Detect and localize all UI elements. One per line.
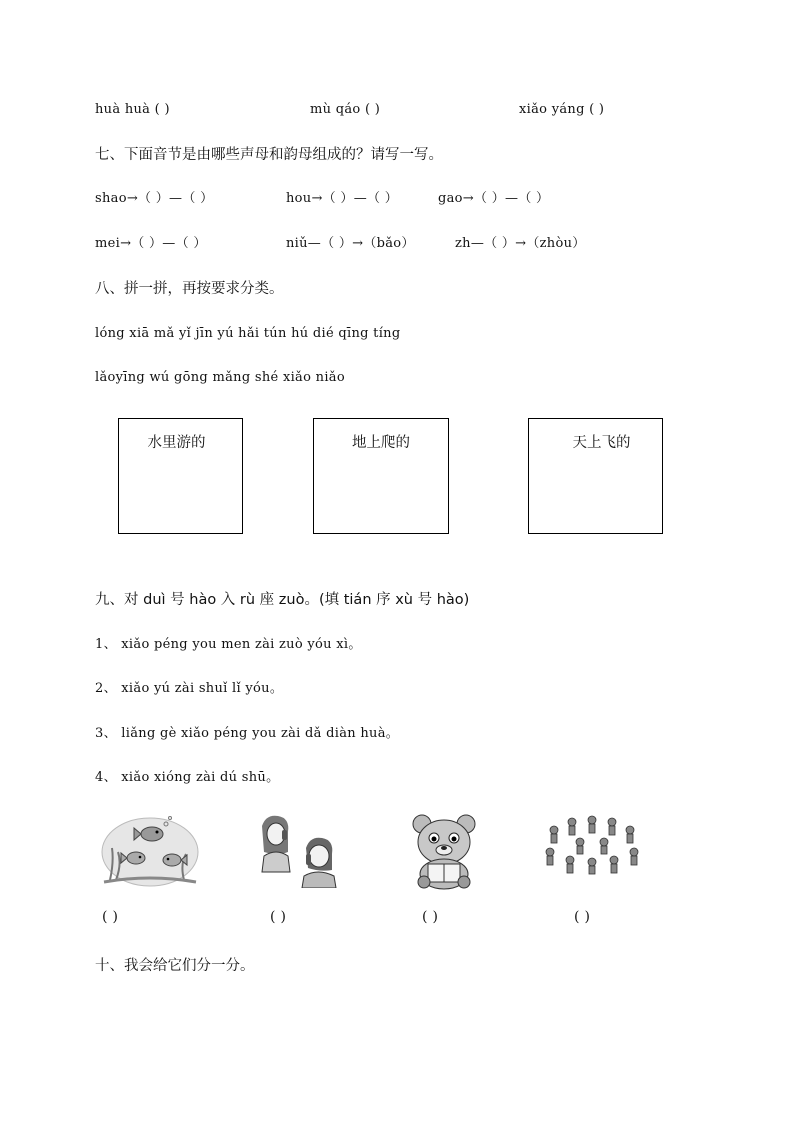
syllable-gao: gao→（ ）—（ ）: [438, 191, 550, 206]
pinyin-item-huahua: huà huà ( ): [95, 102, 170, 117]
category-label-ground: 地上爬的: [352, 435, 410, 451]
section9-item-1: 1、 xiǎo péng you men zài zuò yóu xì。: [95, 637, 362, 652]
syllable-zhou: zh—（ ）→（zhòu）: [455, 236, 586, 251]
answer-blank-1[interactable]: ( ): [102, 909, 119, 925]
pinyin-item-muqao: mù qáo ( ): [310, 102, 381, 117]
children-playing-icon: [540, 812, 644, 876]
bear-reading-icon: [408, 812, 480, 890]
section10-heading: 十、我会给它们分一分。: [95, 958, 255, 974]
section7-heading: 七、下面音节是由哪些声母和韵母组成的？请写一写。: [95, 147, 443, 163]
section9-heading: 九、对 duì 号 hào 入 rù 座 zuò。(填 tián 序 xù 号 hào): [95, 592, 470, 608]
category-label-sky: 天上飞的: [572, 435, 631, 451]
category-box-water[interactable]: [118, 418, 243, 534]
pinyin-item-xiaoyang: xiǎo yáng ( ): [519, 102, 605, 117]
answer-blank-3[interactable]: ( ): [422, 909, 439, 925]
syllable-mei: mei→（ ）—（ ）: [95, 236, 207, 251]
section9-item-4: 4、 xiǎo xióng zài dú shū。: [95, 770, 280, 785]
category-box-sky[interactable]: [528, 418, 663, 534]
section8-words-line1: lóng xiā mǎ yǐ jīn yú hǎi tún hú dié qīng tíng: [95, 326, 401, 341]
girls-phone-icon: [256, 812, 338, 888]
section9-item-3: 3、 liǎng gè xiǎo péng you zài dǎ diàn huà。: [95, 726, 400, 741]
syllable-hou: hou→（ ）—（ ）: [286, 191, 399, 206]
fish-tank-icon: [100, 812, 200, 888]
answer-blank-4[interactable]: ( ): [574, 909, 591, 925]
section8-heading: 八、拼一拼，再按要求分类。: [95, 281, 284, 297]
syllable-niu: niǔ—（ ）→（bǎo）: [286, 236, 415, 251]
category-label-water: 水里游的: [147, 435, 206, 451]
category-box-ground[interactable]: [313, 418, 449, 534]
answer-blank-2[interactable]: ( ): [270, 909, 287, 925]
syllable-shao: shao→（ ）—（ ）: [95, 191, 214, 206]
section8-words-line2: lǎoyīng wú gōng mǎng shé xiǎo niǎo: [95, 370, 345, 385]
section9-item-2: 2、 xiǎo yú zài shuǐ lǐ yóu。: [95, 681, 284, 696]
